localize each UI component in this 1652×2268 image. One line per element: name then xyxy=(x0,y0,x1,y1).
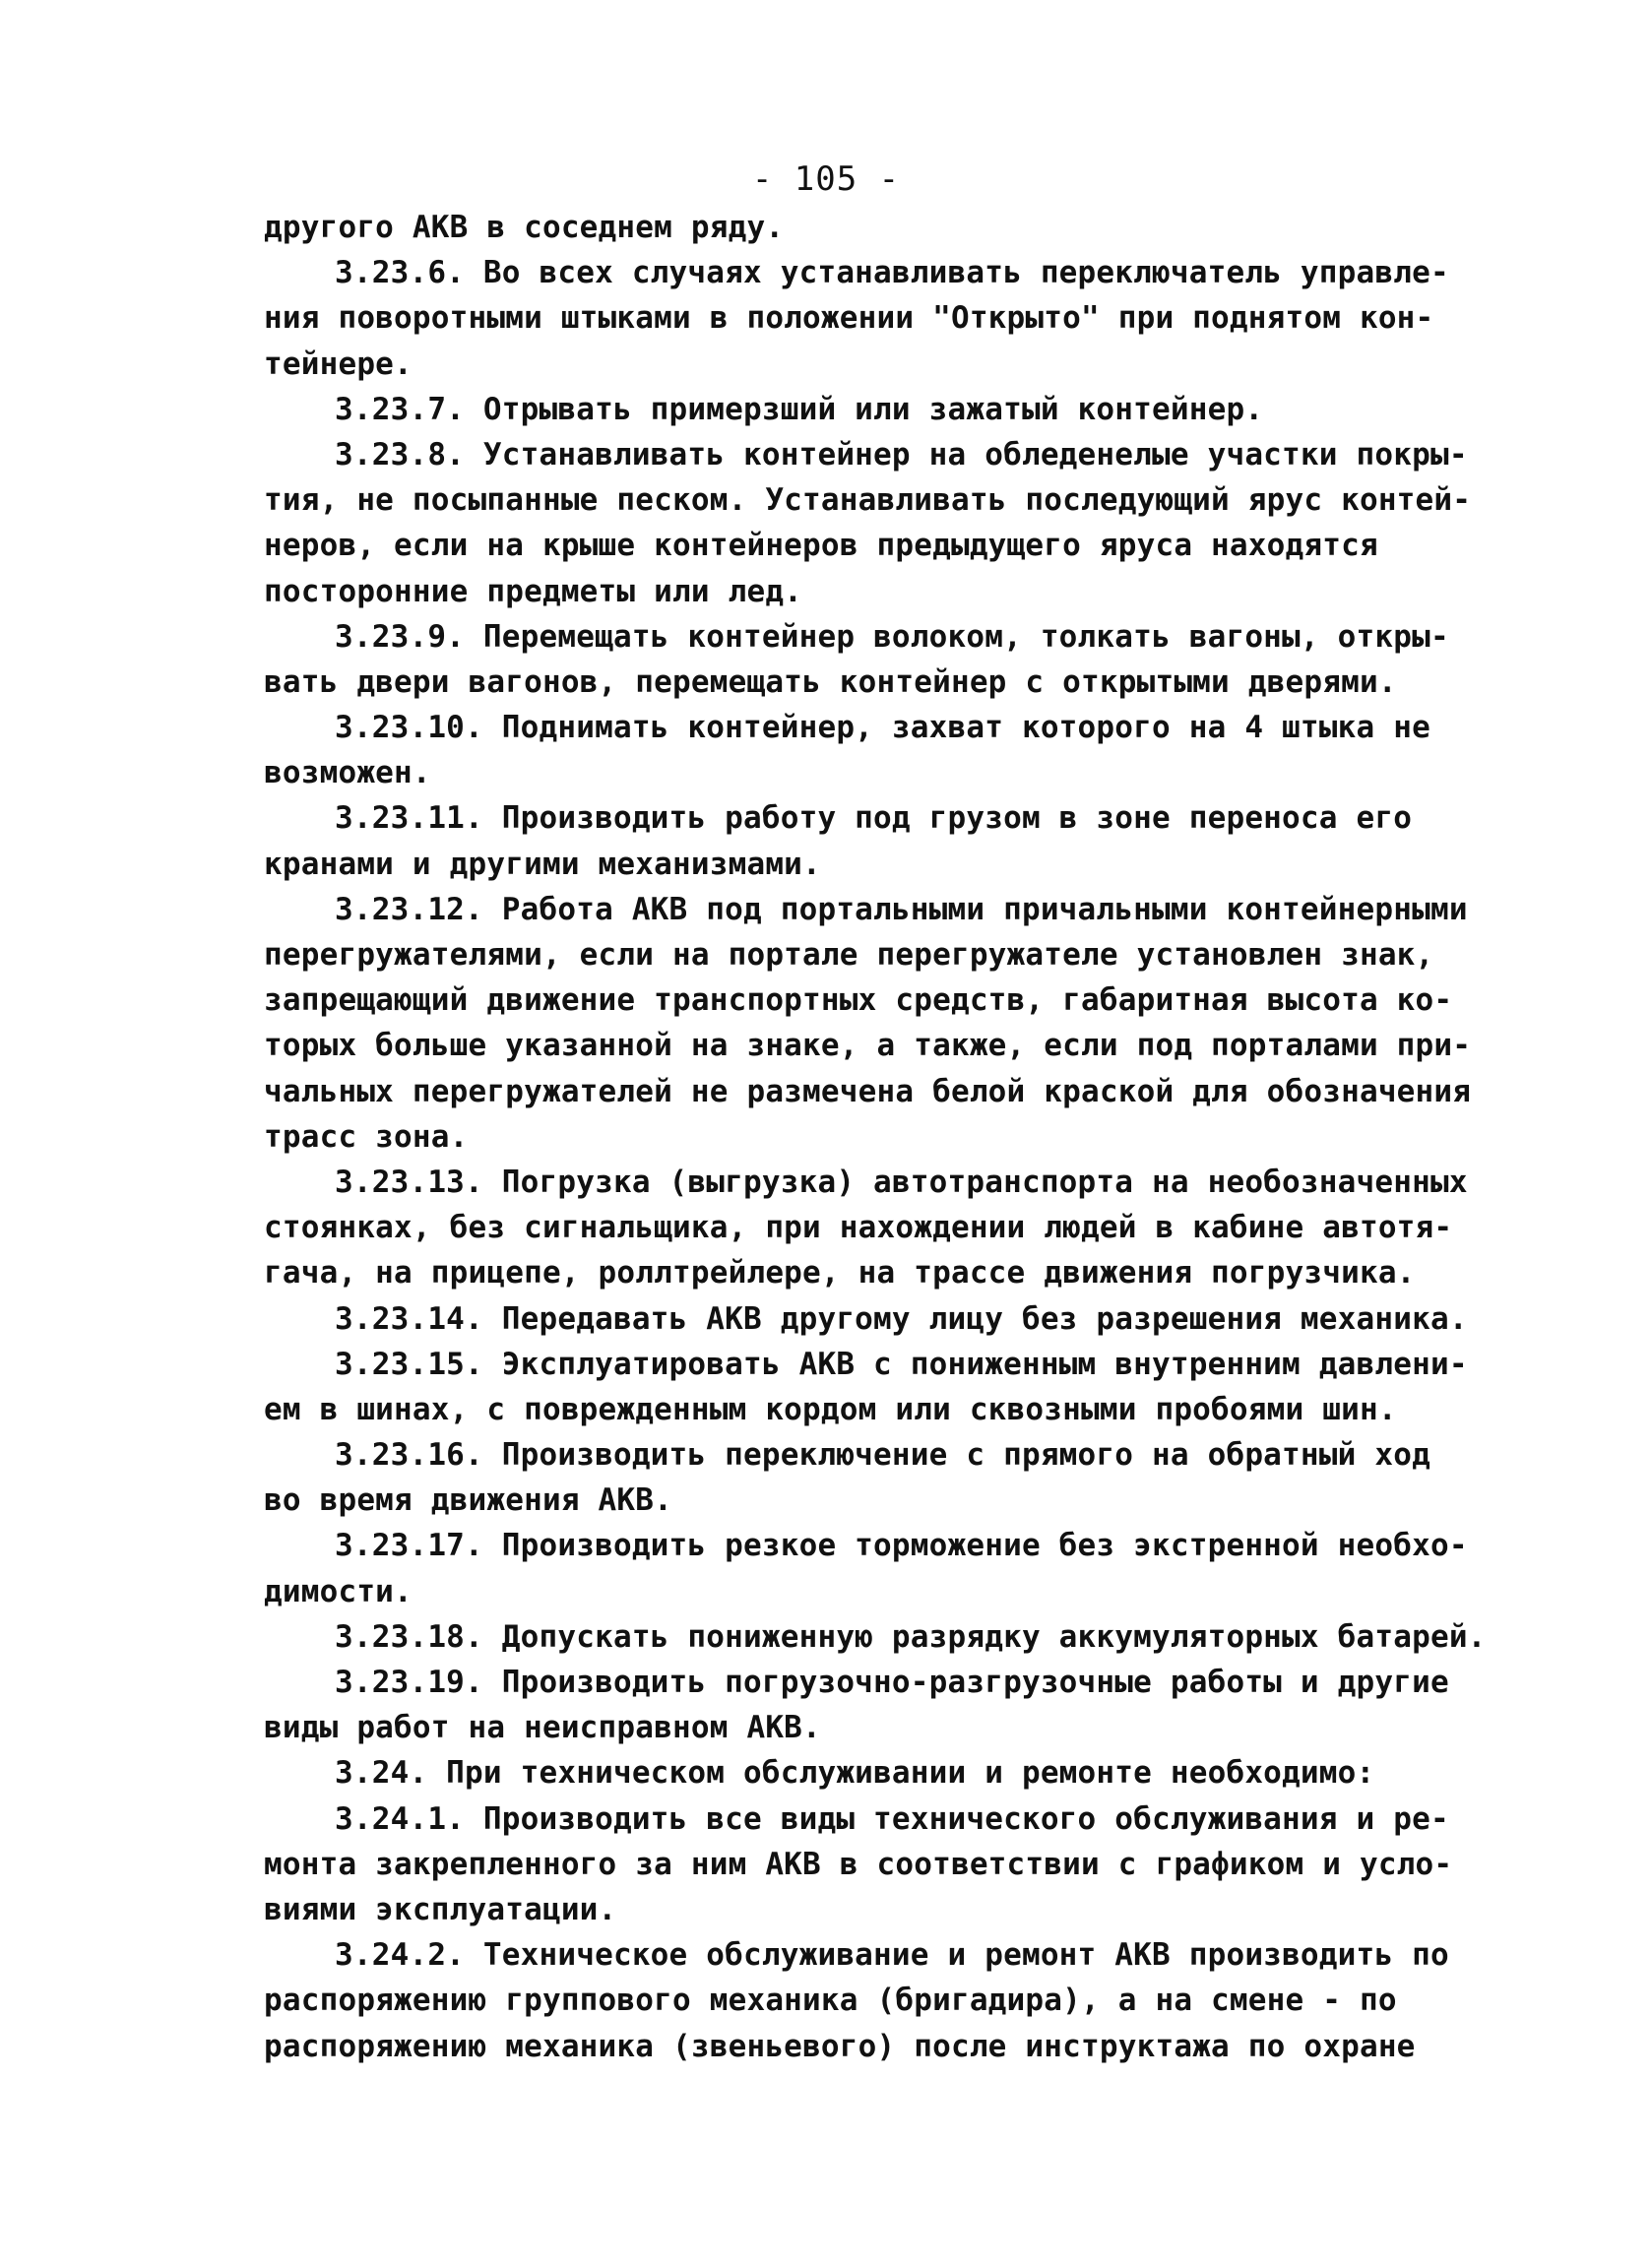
text-line: распоряжению механика (звеньевого) после инструктажа по охране xyxy=(264,2028,1416,2064)
text-line: 3.24. При техническом обслуживании и ремонте необходимо: xyxy=(335,1755,1375,1792)
text-line: 3.23.18. Допускать пониженную разрядку аккумуляторных батарей. xyxy=(335,1618,1487,1655)
text-line: 3.23.16. Производить переключение с прямого на обратный ход xyxy=(335,1437,1430,1474)
text-line: виями эксплуатации. xyxy=(264,1891,617,1927)
text-line: ем в шинах, с поврежденным кордом или сквозными пробоями шин. xyxy=(264,1391,1397,1427)
text-line: 3.23.11. Производить работу под грузом в зоне переноса его xyxy=(335,800,1413,837)
text-line: 3.23.6. Во всех случаях устанавливать переключатель управле- xyxy=(335,255,1449,291)
text-line: 3.23.13. Погрузка (выгрузка) автотранспорта на необозначенных xyxy=(335,1164,1468,1200)
text-line: торых больше указанной на знаке, а также, если под порталами при- xyxy=(264,1028,1472,1064)
text-line: монта закрепленного за ним АКВ в соответствии с графиком и усло- xyxy=(264,1846,1453,1882)
text-line: трасс зона. xyxy=(264,1118,469,1155)
text-line: 3.23.14. Передавать АКВ другому лицу без разрешения механика. xyxy=(335,1300,1468,1337)
text-line: 3.24.1. Производить все виды технического обслуживания и ре- xyxy=(335,1800,1449,1837)
text-line: кранами и другими механизмами. xyxy=(264,846,821,882)
text-line: вать двери вагонов, перемещать контейнер с открытыми дверями. xyxy=(264,663,1397,700)
text-line: 3.23.10. Поднимать контейнер, захват которого на 4 штыка не xyxy=(335,710,1430,746)
text-line: виды работ на неисправном АКВ. xyxy=(264,1710,821,1746)
text-line: димости. xyxy=(264,1573,413,1609)
text-line: неров, если на крыше контейнеров предыдущего яруса находятся xyxy=(264,528,1378,564)
text-line: во время движения АКВ. xyxy=(264,1482,672,1519)
text-line: 3.23.9. Перемещать контейнер волоком, толкать вагоны, откры- xyxy=(335,618,1449,655)
text-line: 3.23.17. Производить резкое торможение без экстренной необхо- xyxy=(335,1528,1468,1564)
text-line: распоряжению группового механика (бригадира), а на смене - по xyxy=(264,1983,1397,2019)
text-line: гача, на прицепе, роллтрейлере, на трассе движения погрузчика. xyxy=(264,1255,1416,1292)
text-line: 3.23.19. Производить погрузочно-разгрузочные работы и другие xyxy=(335,1665,1449,1700)
text-line: 3.24.2. Техническое обслуживание и ремонт АКВ производить по xyxy=(335,1937,1449,1974)
text-line: посторонние предметы или лед. xyxy=(264,573,803,609)
text-line: возможен. xyxy=(264,755,431,791)
text-line: тия, не посыпанные песком. Устанавливать последующий ярус контей- xyxy=(264,482,1472,519)
text-line: тейнере. xyxy=(264,346,413,382)
text-line: запрещающий движение транспортных средств, габаритная высота ко- xyxy=(264,982,1453,1019)
text-line: другого АКВ в соседнем ряду. xyxy=(264,210,785,245)
text-line: ния поворотными штыками в положении "Открыто" при поднятом кон- xyxy=(264,300,1434,337)
page-number: - 105 - xyxy=(751,159,901,199)
text-line: 3.23.15. Эксплуатировать АКВ с пониженным внутренним давлени- xyxy=(335,1346,1468,1382)
body-text xyxy=(264,205,1487,2069)
text-line: 3.23.7. Отрывать примерзший или зажатый контейнер. xyxy=(335,391,1264,427)
text-line: 3.23.8. Устанавливать контейнер на обледенелые участки покры- xyxy=(335,436,1468,472)
text-line: перегружателями, если на портале перегружателе установлен знак, xyxy=(264,937,1434,973)
text-line: 3.23.12. Работа АКВ под портальными причальными контейнерными xyxy=(335,891,1468,927)
text-line: стоянках, без сигнальщика, при нахождении людей в кабине автотя- xyxy=(264,1210,1453,1246)
text-line: чальных перегружателей не размечена белой краской для обозначения xyxy=(264,1073,1472,1109)
